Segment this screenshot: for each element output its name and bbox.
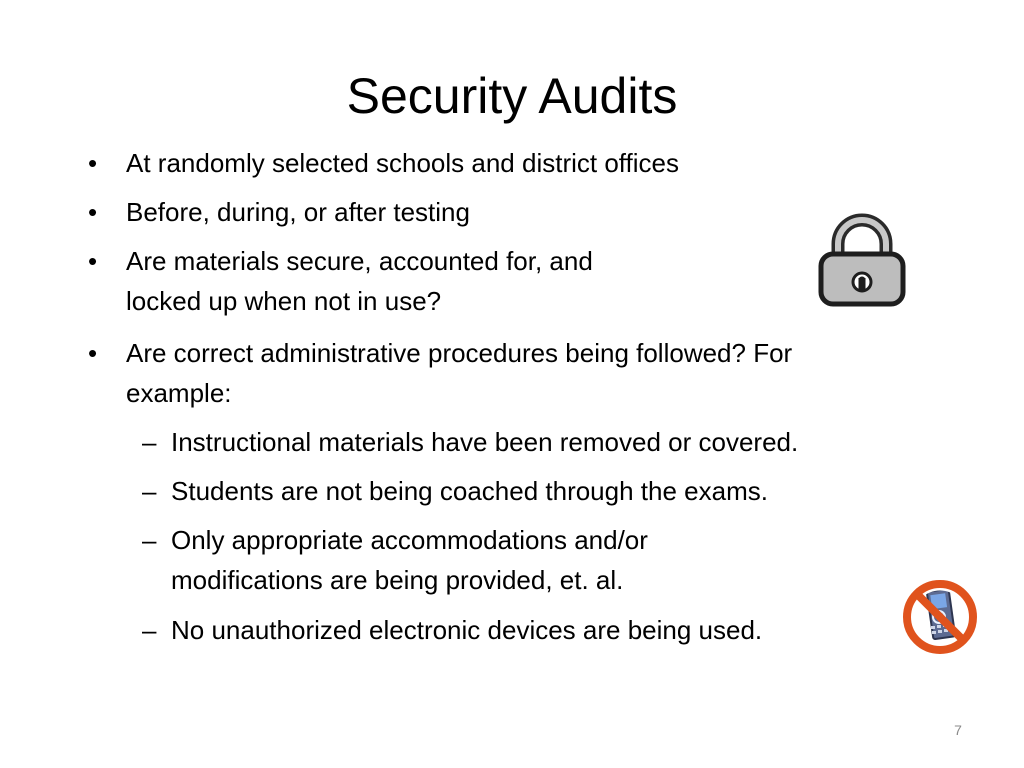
sub-bullet-item-continuation: modifications are being provided, et. al. [171,565,624,595]
no-electronic-device-icon [900,574,980,660]
slide-title: Security Audits [346,68,678,124]
bullet-item: Are correct administrative procedures being followed? For [126,338,793,368]
bullet-item: Before, during, or after testing [126,197,470,227]
sub-bullet-item: No unauthorized electronic devices are being used. [171,615,763,645]
bullet-item-continuation: example: [126,378,232,408]
bullet-marker: • [88,246,98,276]
lock-icon [812,210,912,310]
sub-bullet-marker: – [142,427,157,457]
sub-bullet-item: Students are not being coached through the exams. [171,476,768,506]
bullet-marker: • [88,338,98,368]
page-number: 7 [954,722,962,738]
sub-bullet-marker: – [142,615,157,645]
bullet-item: Are materials secure, accounted for, and [126,246,593,276]
bullet-item-continuation: locked up when not in use? [126,286,442,316]
bullet-marker: • [88,197,98,227]
bullet-marker: • [88,148,98,178]
bullet-item: At randomly selected schools and district offices [126,148,680,178]
sub-bullet-item: Instructional materials have been removed or covered. [171,427,799,457]
sub-bullet-item: Only appropriate accommodations and/or [171,525,648,555]
sub-bullet-marker: – [142,476,157,506]
sub-bullet-marker: – [142,525,157,555]
